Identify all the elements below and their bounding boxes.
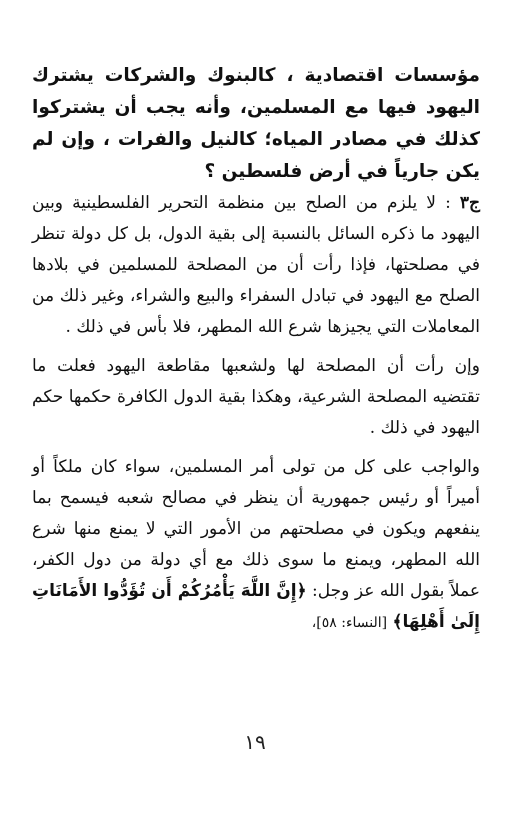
book-page-body	[32, 60, 480, 639]
answer-paragraph-1	[32, 188, 480, 343]
answer-paragraph-2: وإن رأت أن المصلحة لها ولشعبها مقاطعة اليهود فعلت ما تقتضيه المصلحة الشرعية، وهكذا بقية الدول الكافرة حكمها حكم اليهود في ذلك .	[32, 356, 480, 438]
answer-paragraph-3-text: والواجب على كل من تولى أمر المسلمين، سواء كان ملكاً أو أميراً أو رئيس جمهورية أن ينظر في مصالح شعبه فيسمح بما ينفعهم ويكون في مصلحتهم من الأمور التي لا يمنع منها شرع الله المطهر، ويمنع ما سوى ذلك مع أي دولة من دول الكفر، عملاً بقول الله عز وجل:	[32, 457, 481, 601]
answer-paragraph-3	[32, 452, 480, 639]
answer-paragraph-1-text: : لا يلزم من الصلح بين منظمة التحرير الفلسطينية وبين اليهود ما ذكره السائل بالنسبة إلى بقية الدول، بل كل دولة تنظر في مصلحتها، فإذا رأت أن من المصلحة للمسلمين في بلادها الصلح مع اليهود في تبادل السفراء والبيع والشراء، وغير ذلك من المعاملات التي يجيزها شرع الله المطهر، فلا بأس في ذلك .	[32, 193, 480, 337]
quran-verse: ﴿إِنَّ اللَّهَ يَأْمُرُكُمْ أَن تُؤَدُّوا الأَمَانَاتِ إِلَىٰ أَهْلِهَا﴾	[32, 581, 480, 632]
page-number: ١٩	[244, 730, 266, 754]
answer-label: ج٣	[459, 193, 481, 213]
question-text: مؤسسات اقتصادية ، كالبنوك والشركات يشترك اليهود فيها مع المسلمين، وأنه يجب أن يشتركوا كذلك في مصادر المياه؛ كالنيل والفرات ، وإن لم يكن جارياً في أرض فلسطين ؟	[32, 65, 480, 182]
quran-reference: [النساء: ٥٨]،	[311, 615, 388, 631]
